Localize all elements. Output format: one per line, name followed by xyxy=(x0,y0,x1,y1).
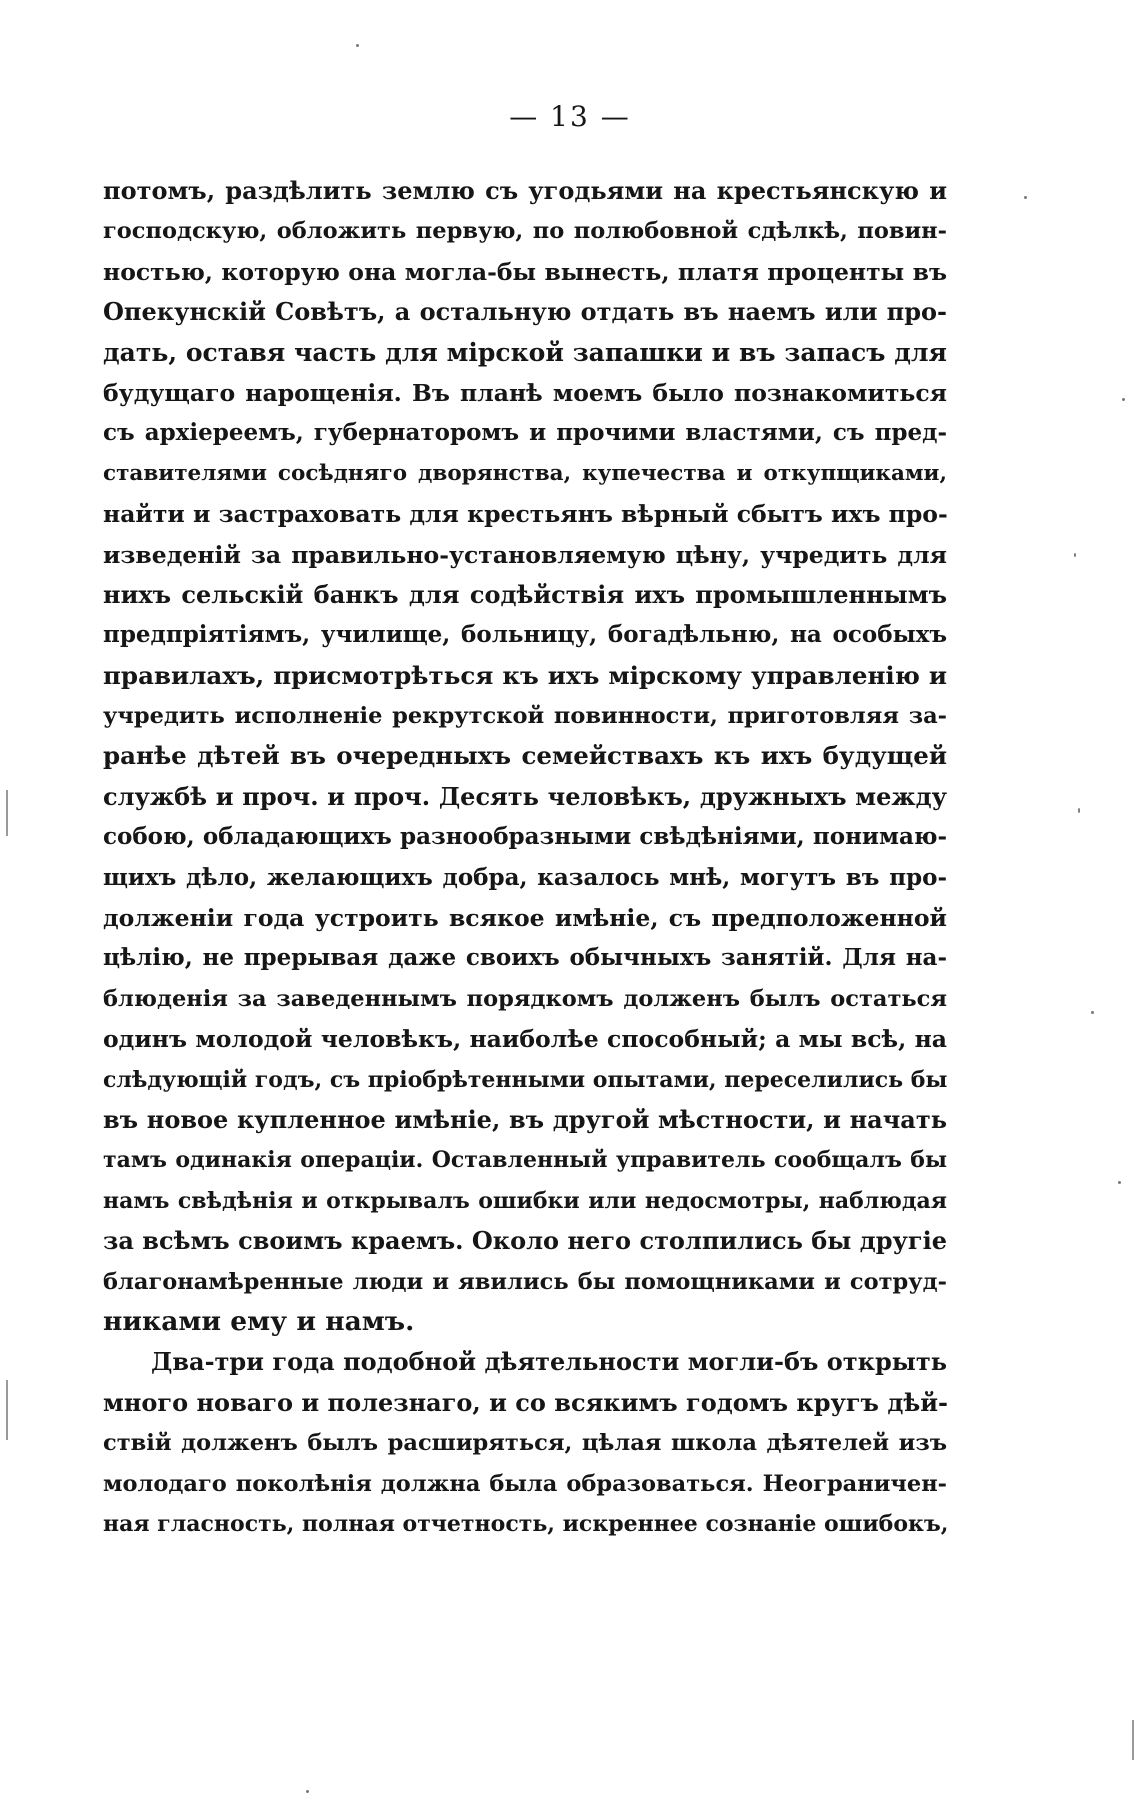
text-line: найти и застраховать для крестьянъ вѣрный сбытъ ихъ про- xyxy=(103,500,948,529)
scan-speck xyxy=(1118,1181,1121,1184)
text-line: службѣ и проч. и проч. Десять человѣкъ, дружныхъ между xyxy=(103,781,947,811)
text-line: съ архіереемъ, губернаторомъ и прочими властями, съ пред- xyxy=(103,419,947,447)
text-line: изведеній за правильно-установляемую цѣну, учредить для xyxy=(103,540,947,569)
text-line: за всѣмъ своимъ краемъ. Около него столпились бы другіе xyxy=(103,1226,947,1256)
text-line: предпріятіямъ, училище, больницу, богадѣльню, на особыхъ xyxy=(103,621,947,649)
text-line: собою, обладающихъ разнообразными свѣдѣніями, понимаю- xyxy=(103,823,947,851)
text-line: молодаго поколѣнія должна была образоваться. Неограничен- xyxy=(103,1470,947,1497)
text-line: въ новое купленное имѣніе, въ другой мѣстности, и начать xyxy=(103,1104,947,1134)
text-line: правилахъ, присмотрѣться къ ихъ мірскому управленію и xyxy=(103,660,947,690)
scan-speck xyxy=(306,1790,309,1793)
text-line: нихъ сельскій банкъ для содѣйствія ихъ промышленнымъ xyxy=(103,579,947,609)
text-line: цѣлію, не прерывая даже своихъ обычныхъ занятій. Для на- xyxy=(103,944,947,972)
text-line: Два-три года подобной дѣятельности могли-бъ открыть xyxy=(151,1347,947,1377)
page-number: — 13 — xyxy=(509,100,631,133)
text-line: долженіи года устроить всякое имѣніе, съ предположенной xyxy=(103,904,947,933)
text-line: Опекунскій Совѣтъ, а остальную отдать въ наемъ или про- xyxy=(103,297,947,327)
text-line: будущаго нарощенія. Въ планѣ моемъ было познакомиться xyxy=(103,378,947,407)
text-line: ностью, которую она могла-бы вынесть, платя проценты въ xyxy=(103,257,947,286)
scan-edge-mark xyxy=(6,1380,8,1440)
text-line: никами ему и намъ. xyxy=(103,1305,415,1337)
scan-speck xyxy=(1074,553,1076,557)
scan-speck xyxy=(1024,196,1027,199)
text-line: тамъ одинакія операціи. Оставленный управитель сообщалъ бы xyxy=(103,1147,947,1174)
scan-speck xyxy=(1091,1011,1094,1014)
scan-speck xyxy=(1078,808,1080,813)
body-text xyxy=(103,171,947,1544)
text-line: намъ свѣдѣнія и открывалъ ошибки или недосмотры, наблюдая xyxy=(103,1187,947,1214)
text-line: блюденія за заведеннымъ порядкомъ долженъ былъ остаться xyxy=(103,985,947,1012)
text-line: ствій долженъ былъ расширяться, цѣлая школа дѣятелей изъ xyxy=(103,1430,947,1457)
text-line: дать, оставя часть для мірской запашки и въ запасъ для xyxy=(103,337,947,367)
scan-speck xyxy=(356,44,359,47)
text-line: учредить исполненіе рекрутской повинности, приготовляя за- xyxy=(103,703,947,730)
paragraph-2 xyxy=(103,1342,947,1544)
text-line: ставителями сосѣдняго дворянства, купечества и откупщиками, xyxy=(103,460,947,486)
text-line: благонамѣренные люди и явились бы помощниками и сотруд- xyxy=(103,1268,947,1295)
text-line: слѣдующій годъ, съ пріобрѣтенными опытами, переселились бы xyxy=(103,1066,948,1093)
text-line: господскую, обложить первую, по полюбовной сдѣлкѣ, повин- xyxy=(103,218,947,245)
text-line: одинъ молодой человѣкъ, наиболѣе способный; а мы всѣ, на xyxy=(103,1025,947,1054)
text-line: много новаго и полезнаго, и со всякимъ годомъ кругъ дѣй- xyxy=(103,1387,948,1417)
text-line: потомъ, раздѣлить землю съ угодьями на крестьянскую и xyxy=(103,176,947,205)
scan-edge-mark xyxy=(1132,1720,1134,1760)
text-line: ранѣе дѣтей въ очередныхъ семействахъ къ ихъ будущей xyxy=(103,741,947,771)
paragraph-1 xyxy=(103,171,947,1342)
scan-edge-mark xyxy=(6,790,8,836)
text-line: щихъ дѣло, желающихъ добра, казалось мнѣ, могутъ въ про- xyxy=(103,863,947,891)
text-line: ная гласность, полная отчетность, искреннее сознаніе ошибокъ, xyxy=(103,1510,949,1537)
scan-speck xyxy=(1122,398,1125,401)
